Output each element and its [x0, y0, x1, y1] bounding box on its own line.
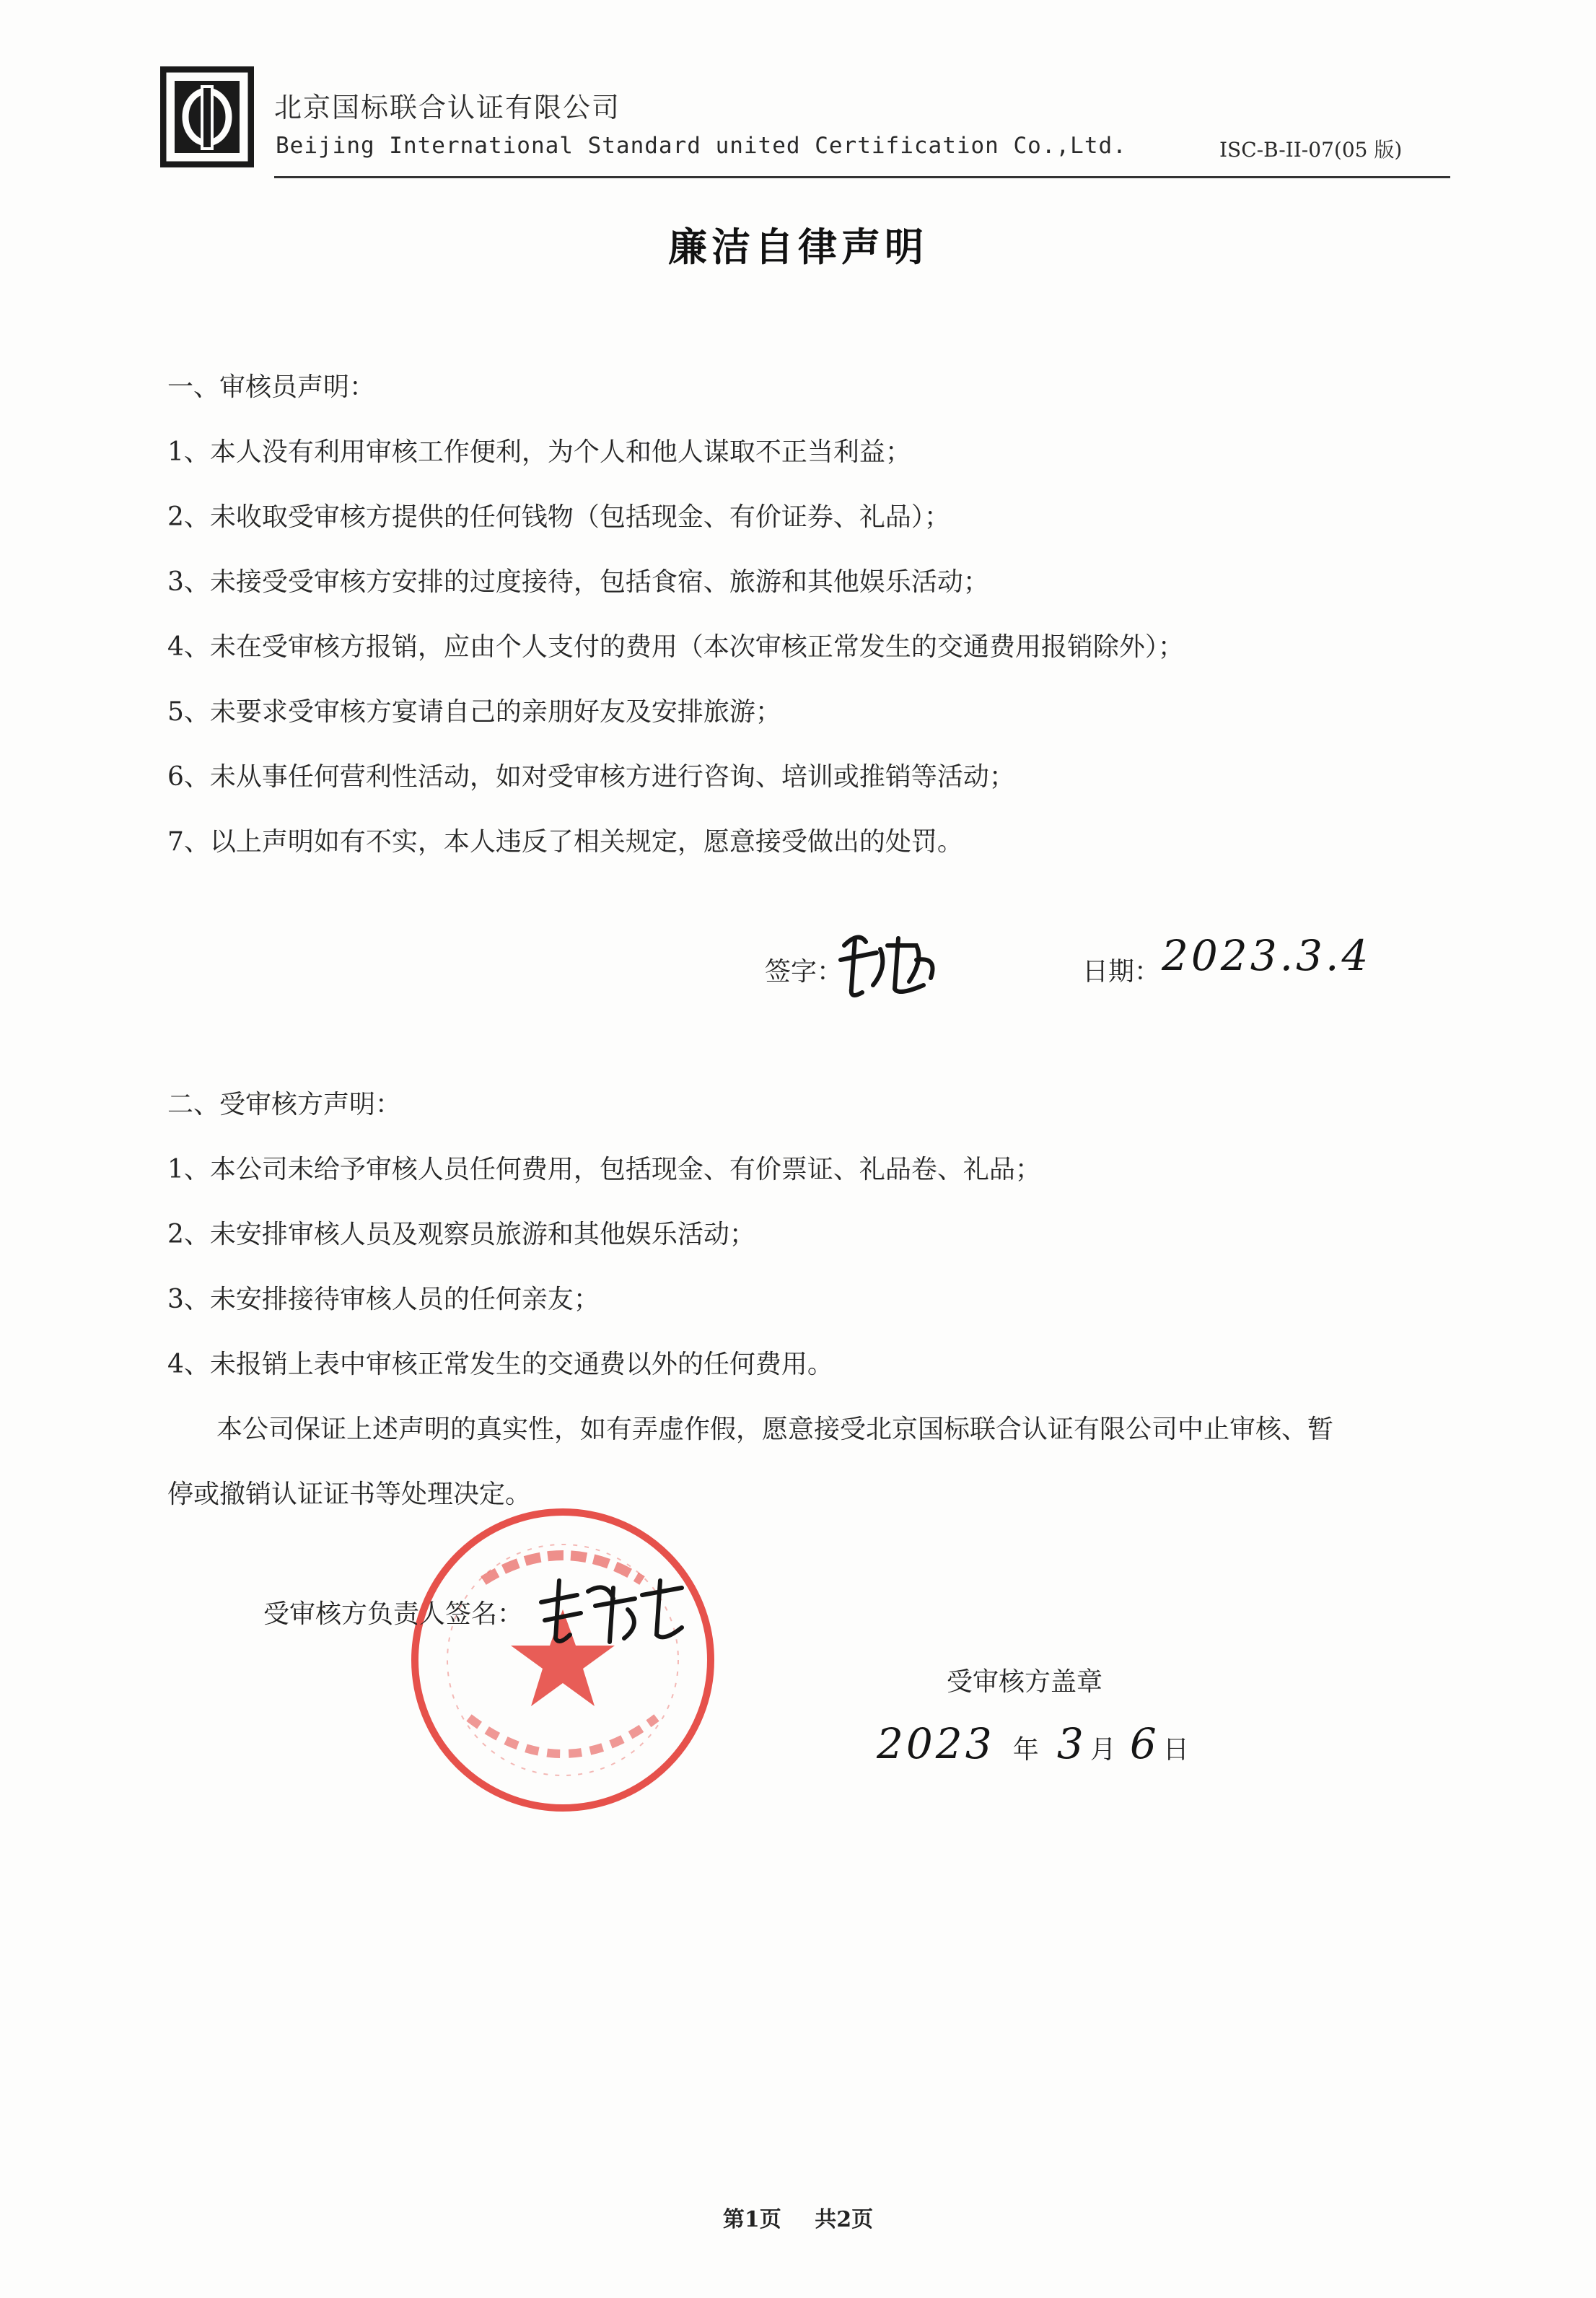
- auditee-section-heading: 二、受审核方声明：: [167, 1090, 402, 1119]
- seal-label: 受审核方盖章: [947, 1667, 1103, 1697]
- auditor-item: 5、未要求受审核方宴请自己的亲朋好友及安排旅游；: [167, 697, 781, 727]
- auditor-signature: [830, 917, 945, 1003]
- auditee-date: [877, 1719, 1189, 1768]
- header-divider: [274, 176, 1450, 178]
- auditee-item: 1、本公司未给予审核人员任何费用，包括现金、有价票证、礼品卷、礼品；: [167, 1155, 1041, 1184]
- auditee-date-year-unit: 年: [1012, 1735, 1039, 1765]
- company-name-en: Beijing International Standard united Certification Co.,Ltd.: [276, 133, 1127, 159]
- auditee-date-year: 2023: [877, 1719, 995, 1768]
- auditee-item: 3、未安排接待审核人员的任何亲友；: [167, 1285, 600, 1314]
- auditee-date-month-unit: 月: [1089, 1735, 1116, 1765]
- document-title: 廉洁自律声明: [668, 224, 928, 270]
- auditee-item: 2、未安排审核人员及观察员旅游和其他娱乐活动；: [167, 1220, 755, 1249]
- auditor-item: 7、以上声明如有不实，本人违反了相关规定，愿意接受做出的处罚。: [167, 827, 963, 857]
- auditor-item: 1、本人没有利用审核工作便利，为个人和他人谋取不正当利益；: [167, 437, 911, 467]
- auditor-item: 6、未从事任何营利性活动，如对受审核方进行咨询、培训或推销等活动；: [167, 762, 1015, 792]
- page-number: [0, 2201, 1596, 2233]
- auditor-section-heading: 一、审核员声明：: [167, 372, 376, 402]
- auditor-item: 3、未接受受审核方安排的过度接待，包括食宿、旅游和其他娱乐活动；: [167, 567, 989, 597]
- auditor-item: 2、未收取受审核方提供的任何钱物（包括现金、有价证券、礼品）；: [167, 502, 950, 532]
- page-total: 共2页: [815, 2207, 874, 2232]
- auditee-date-day: 6: [1129, 1719, 1159, 1768]
- guarantee-text-line-1: 本公司保证上述声明的真实性，如有弄虚作假，愿意接受北京国标联合认证有限公司中止审核、暂: [216, 1415, 1334, 1444]
- company-name-cn: 北京国标联合认证有限公司: [274, 92, 621, 123]
- auditor-item: 4、未在受审核方报销，应由个人支付的费用（本次审核正常发生的交通费用报销除外）；: [167, 632, 1184, 662]
- responsible-person-signature: [527, 1566, 693, 1653]
- responsible-person-label: 受审核方负责人签名：: [263, 1599, 524, 1629]
- auditee-date-month: 3: [1056, 1719, 1087, 1768]
- company-logo-icon: [160, 66, 254, 167]
- company-seal-stamp: [404, 1501, 722, 1819]
- page-current: 第1页: [722, 2207, 781, 2232]
- auditor-date: 2023.3.4: [1162, 931, 1372, 980]
- document-code: ISC-B-II-07(05 版): [1219, 138, 1403, 162]
- guarantee-text-line-2: 停或撤销认证证书等处理决定。: [167, 1480, 532, 1509]
- signature-label: 签字：: [765, 957, 843, 987]
- date-label: 日期：: [1082, 957, 1161, 987]
- auditee-date-day-unit: 日: [1162, 1735, 1189, 1765]
- auditee-item: 4、未报销上表中审核正常发生的交通费以外的任何费用。: [167, 1350, 833, 1379]
